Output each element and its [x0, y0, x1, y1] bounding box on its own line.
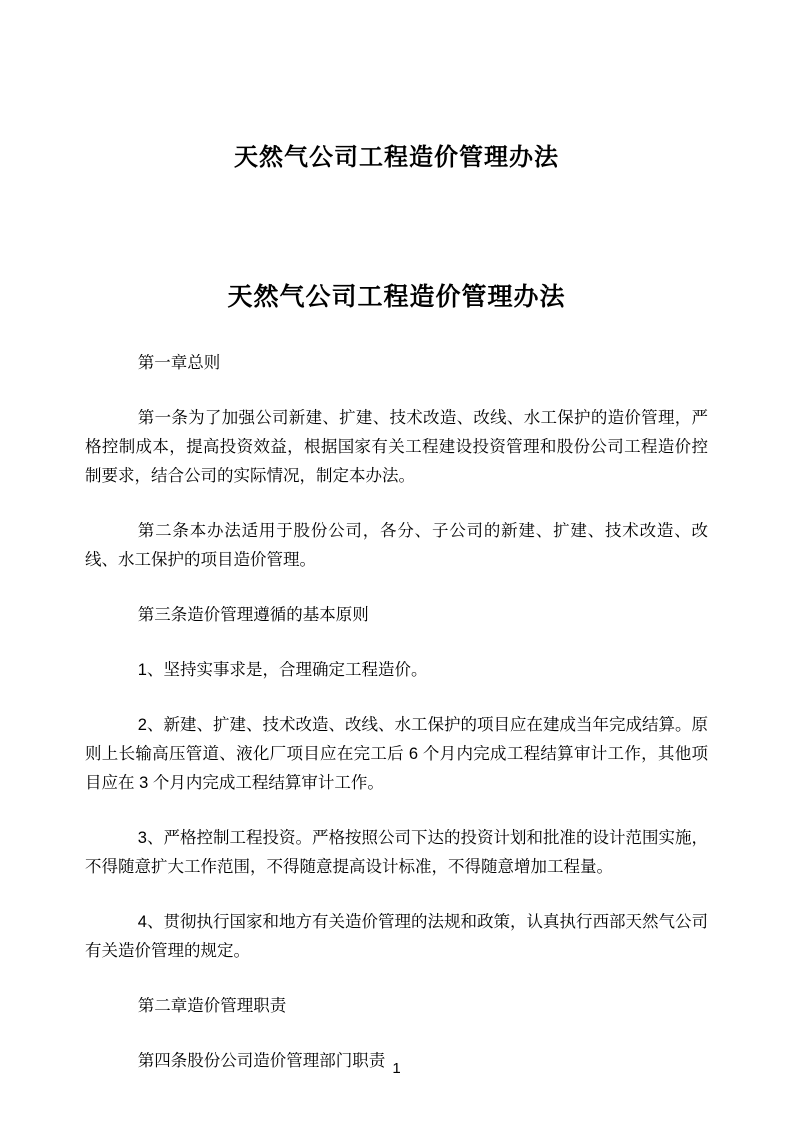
- list-item-3: 3、严格控制工程投资。严格按照公司下达的投资计划和批准的设计范围实施，不得随意扩大工作范围，不得随意提高设计标准，不得随意增加工程量。: [85, 829, 708, 876]
- paragraph-chapter2-heading: 第二章造价管理职责: [137, 997, 287, 1015]
- list-item-2: 2、新建、扩建、技术改造、改线、水工保护的项目应在建成当年完成结算。原则上长输高压管道、液化厂项目应在完工后 6 个月内完成工程结算审计工作，其他项目应在 3 个月内完成工程结算审计工作。: [85, 716, 708, 792]
- list-item-4: 4、贯彻执行国家和地方有关造价管理的法规和政策，认真执行西部天然气公司有关造价管理的规定。: [85, 913, 708, 960]
- document-main-title: 天然气公司工程造价管理办法: [227, 283, 566, 311]
- paragraph-article3-heading: 第三条造价管理遵循的基本原则: [137, 606, 369, 624]
- page-number: 1: [392, 1060, 401, 1077]
- list-item-1: 1、坚持实事求是，合理确定工程造价。: [137, 661, 428, 679]
- paragraph-article2: 第二条本办法适用于股份公司，各分、子公司的新建、扩建、技术改造、改线、水工保护的项目造价管理。: [85, 522, 708, 569]
- paragraph-chapter1-heading: 第一章总则: [137, 354, 221, 372]
- document-body: [85, 349, 708, 1076]
- paragraph-article4-heading: 第四条股份公司造价管理部门职责: [137, 1052, 386, 1070]
- document-header-title: 天然气公司工程造价管理办法: [234, 144, 559, 171]
- paragraph-article1: 第一条为了加强公司新建、扩建、技术改造、改线、水工保护的造价管理，严格控制成本，提高投资效益，根据国家有关工程建设投资管理和股份公司工程造价控制要求，结合公司的实际情况，制定本办法。: [85, 409, 708, 485]
